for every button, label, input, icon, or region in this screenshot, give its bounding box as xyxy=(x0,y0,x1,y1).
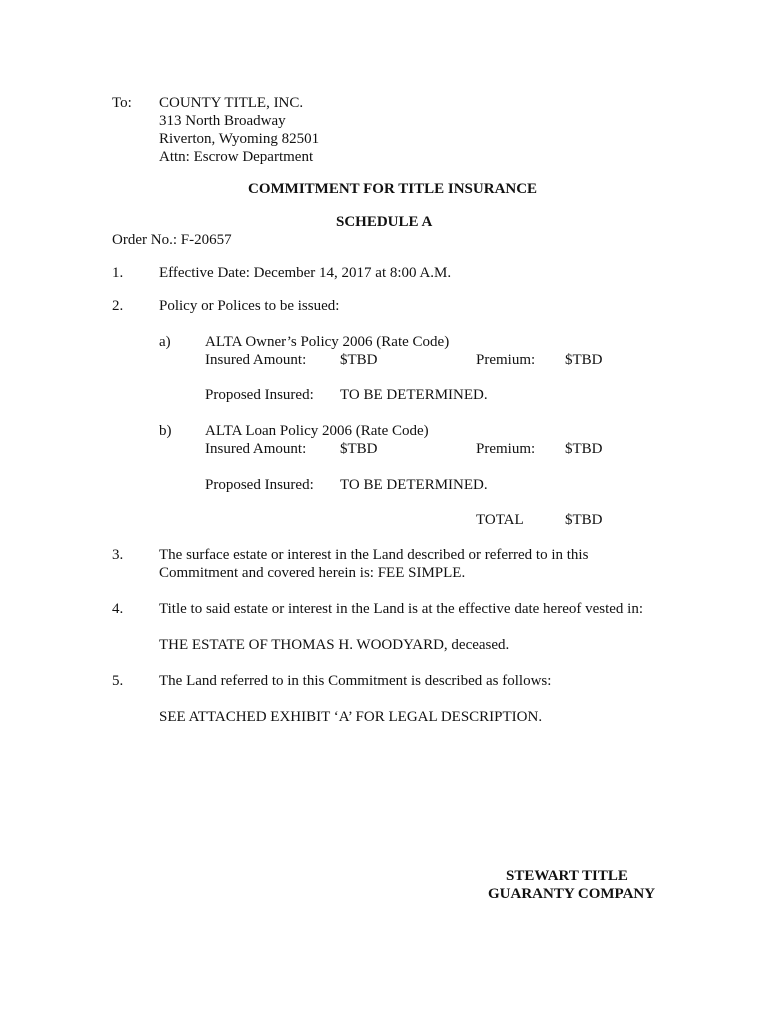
estate-text-line1: The surface estate or interest in the Land described or referred to in this xyxy=(159,547,589,563)
effective-date-text: Effective Date: December 14, 2017 at 8:00 A.M. xyxy=(159,265,452,281)
addressee-street: 313 North Broadway xyxy=(159,113,286,129)
item-number: 2. xyxy=(112,298,124,314)
total-value: $TBD xyxy=(565,512,603,528)
schedule-heading: SCHEDULE A xyxy=(336,214,433,230)
policy-name: ALTA Loan Policy 2006 (Rate Code) xyxy=(205,423,429,439)
insured-amount-label: Insured Amount: xyxy=(205,441,307,457)
premium-label: Premium: xyxy=(476,352,536,368)
total-label: TOTAL xyxy=(476,512,524,528)
order-number: Order No.: F-20657 xyxy=(112,232,232,248)
item-number: 3. xyxy=(112,547,124,563)
policies-text: Policy or Polices to be issued: xyxy=(159,298,340,314)
item-number: 1. xyxy=(112,265,124,281)
estate-text-line2: Commitment and covered herein is: FEE SIMPLE. xyxy=(159,565,466,581)
addressee-attn: Attn: Escrow Department xyxy=(159,149,314,165)
item-number: 4. xyxy=(112,601,124,617)
premium-value: $TBD xyxy=(565,352,603,368)
proposed-insured-label: Proposed Insured: xyxy=(205,477,314,493)
insured-amount-label: Insured Amount: xyxy=(205,352,307,368)
addressee-company: COUNTY TITLE, INC. xyxy=(159,95,304,111)
proposed-insured-value: TO BE DETERMINED. xyxy=(340,387,488,403)
signature-line2: GUARANTY COMPANY xyxy=(488,886,656,902)
vested-owner: THE ESTATE OF THOMAS H. WOODYARD, deceased. xyxy=(159,637,510,653)
land-text: The Land referred to in this Commitment is described as follows: xyxy=(159,673,552,689)
legal-description-reference: SEE ATTACHED EXHIBIT ‘A’ FOR LEGAL DESCRIPTION. xyxy=(159,709,543,725)
document-title: COMMITMENT FOR TITLE INSURANCE xyxy=(248,181,538,197)
item-number: 5. xyxy=(112,673,124,689)
policy-letter: a) xyxy=(159,334,171,350)
insured-amount-value: $TBD xyxy=(340,441,378,457)
premium-value: $TBD xyxy=(565,441,603,457)
signature-line1: STEWART TITLE xyxy=(506,868,628,884)
vested-text: Title to said estate or interest in the Land is at the effective date hereof vested in: xyxy=(159,601,644,617)
addressee-city: Riverton, Wyoming 82501 xyxy=(159,131,320,147)
to-label: To: xyxy=(112,95,132,111)
proposed-insured-value: TO BE DETERMINED. xyxy=(340,477,488,493)
proposed-insured-label: Proposed Insured: xyxy=(205,387,314,403)
insured-amount-value: $TBD xyxy=(340,352,378,368)
policy-letter: b) xyxy=(159,423,172,439)
policy-name: ALTA Owner’s Policy 2006 (Rate Code) xyxy=(205,334,450,350)
premium-label: Premium: xyxy=(476,441,536,457)
